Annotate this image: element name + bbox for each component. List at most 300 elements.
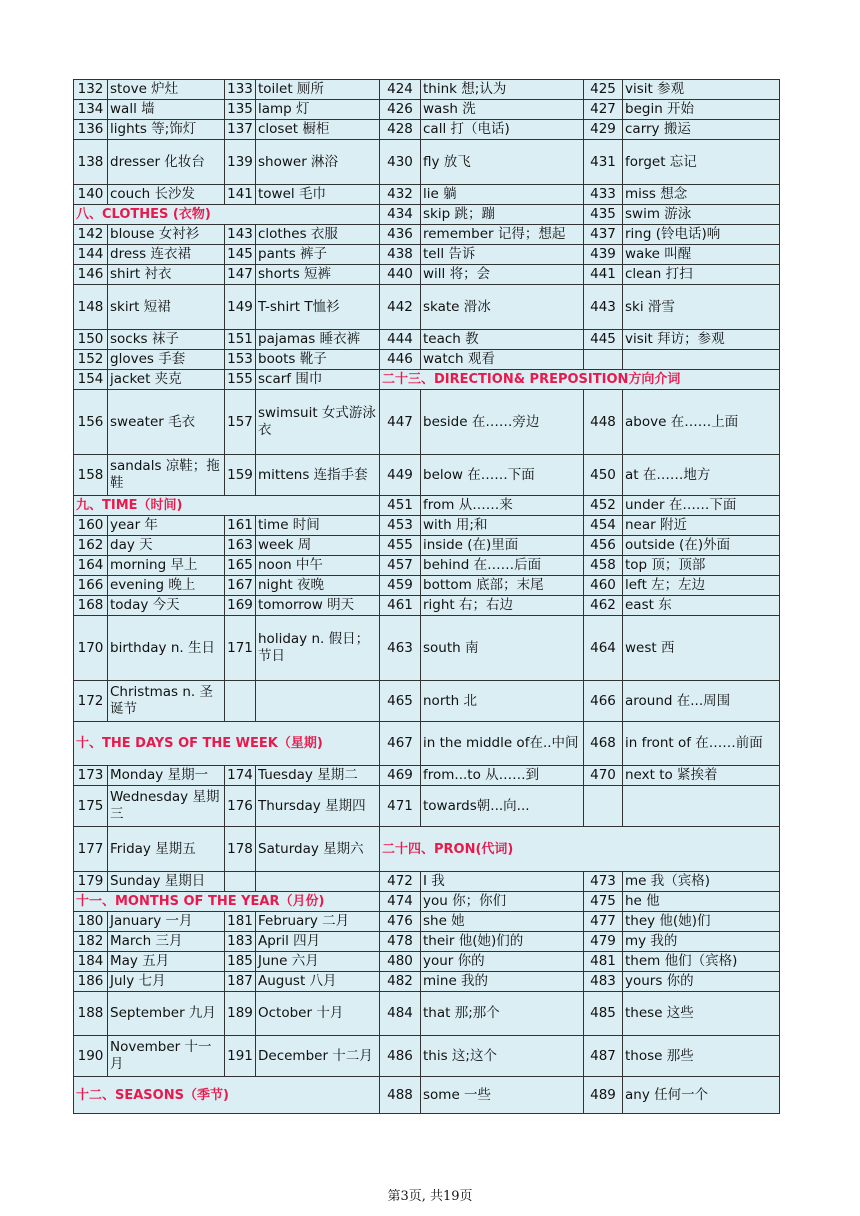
entry-number: 139 — [225, 140, 256, 185]
entry-number: 484 — [380, 992, 421, 1036]
entry-number: 152 — [74, 350, 108, 370]
entry-number: 474 — [380, 892, 421, 912]
entry-number: 186 — [74, 972, 108, 992]
table-row — [74, 496, 780, 516]
entry-number: 488 — [380, 1077, 421, 1114]
entry-word: miss 想念 — [623, 185, 780, 205]
entry-word: these 这些 — [623, 992, 780, 1036]
table-row — [74, 330, 780, 350]
entry-number: 482 — [380, 972, 421, 992]
entry-number: 463 — [380, 616, 421, 681]
entry-number: 479 — [584, 932, 623, 952]
table-row — [74, 205, 780, 225]
table-row — [74, 100, 780, 120]
entry-word: April 四月 — [256, 932, 380, 952]
table-row — [74, 681, 780, 722]
entry-word: your 你的 — [421, 952, 584, 972]
table-row — [74, 786, 780, 827]
entry-number: 469 — [380, 766, 421, 786]
entry-word: toilet 厕所 — [256, 80, 380, 100]
entry-word: Thursday 星期四 — [256, 786, 380, 827]
table-body — [74, 80, 780, 1114]
entry-number — [225, 681, 256, 722]
entry-word: day 天 — [108, 536, 225, 556]
entry-word: he 他 — [623, 892, 780, 912]
table-row — [74, 140, 780, 185]
entry-number: 135 — [225, 100, 256, 120]
entry-number: 437 — [584, 225, 623, 245]
entry-word: pants 裤子 — [256, 245, 380, 265]
entry-word: any 任何一个 — [623, 1077, 780, 1114]
entry-number: 447 — [380, 390, 421, 455]
entry-word: left 左；左边 — [623, 576, 780, 596]
entry-word: below 在……下面 — [421, 455, 584, 496]
entry-word: August 八月 — [256, 972, 380, 992]
entry-number: 137 — [225, 120, 256, 140]
entry-number: 133 — [225, 80, 256, 100]
entry-word: March 三月 — [108, 932, 225, 952]
entry-word: visit 拜访；参观 — [623, 330, 780, 350]
entry-number: 189 — [225, 992, 256, 1036]
table-row — [74, 536, 780, 556]
entry-word: skip 跳；蹦 — [421, 205, 584, 225]
entry-number: 452 — [584, 496, 623, 516]
entry-number: 468 — [584, 722, 623, 766]
entry-word: clean 打扫 — [623, 265, 780, 285]
table-row — [74, 265, 780, 285]
entry-number: 442 — [380, 285, 421, 330]
table-row — [74, 1077, 780, 1114]
entry-word: dress 连衣裙 — [108, 245, 225, 265]
entry-number: 433 — [584, 185, 623, 205]
entry-number: 160 — [74, 516, 108, 536]
entry-number: 140 — [74, 185, 108, 205]
entry-number: 443 — [584, 285, 623, 330]
entry-number: 461 — [380, 596, 421, 616]
entry-number: 142 — [74, 225, 108, 245]
entry-word: I 我 — [421, 872, 584, 892]
table-row — [74, 225, 780, 245]
entry-word: yours 你的 — [623, 972, 780, 992]
entry-number: 451 — [380, 496, 421, 516]
entry-number: 175 — [74, 786, 108, 827]
entry-number — [584, 786, 623, 827]
entry-word: that 那;那个 — [421, 992, 584, 1036]
entry-word: wall 墙 — [108, 100, 225, 120]
entry-number: 427 — [584, 100, 623, 120]
entry-word: some 一些 — [421, 1077, 584, 1114]
entry-word: skirt 短裙 — [108, 285, 225, 330]
entry-number: 453 — [380, 516, 421, 536]
entry-number: 455 — [380, 536, 421, 556]
entry-number: 424 — [380, 80, 421, 100]
entry-number: 486 — [380, 1036, 421, 1077]
entry-word: year 年 — [108, 516, 225, 536]
entry-number: 466 — [584, 681, 623, 722]
entry-word: shirt 衬衣 — [108, 265, 225, 285]
entry-word: towards朝...向... — [421, 786, 584, 827]
table-row — [74, 892, 780, 912]
entry-number: 489 — [584, 1077, 623, 1114]
entry-word: June 六月 — [256, 952, 380, 972]
table-row — [74, 185, 780, 205]
entry-word: begin 开始 — [623, 100, 780, 120]
entry-word: birthday n. 生日 — [108, 616, 225, 681]
entry-number: 483 — [584, 972, 623, 992]
entry-number: 144 — [74, 245, 108, 265]
entry-word: noon 中午 — [256, 556, 380, 576]
entry-word: week 周 — [256, 536, 380, 556]
entry-number: 173 — [74, 766, 108, 786]
entry-word: above 在……上面 — [623, 390, 780, 455]
entry-word: January 一月 — [108, 912, 225, 932]
entry-word: mittens 连指手套 — [256, 455, 380, 496]
entry-number: 432 — [380, 185, 421, 205]
entry-word: towel 毛巾 — [256, 185, 380, 205]
entry-word: me 我（宾格) — [623, 872, 780, 892]
entry-word — [623, 350, 780, 370]
entry-word: lie 躺 — [421, 185, 584, 205]
table-row — [74, 616, 780, 681]
table-row — [74, 722, 780, 766]
entry-number: 145 — [225, 245, 256, 265]
entry-word: swimsuit 女式游泳衣 — [256, 390, 380, 455]
entry-number: 459 — [380, 576, 421, 596]
entry-word: this 这;这个 — [421, 1036, 584, 1077]
entry-number: 448 — [584, 390, 623, 455]
entry-word: July 七月 — [108, 972, 225, 992]
entry-number: 188 — [74, 992, 108, 1036]
entry-number: 143 — [225, 225, 256, 245]
entry-number: 181 — [225, 912, 256, 932]
entry-number: 151 — [225, 330, 256, 350]
entry-number: 191 — [225, 1036, 256, 1077]
entry-word: clothes 衣服 — [256, 225, 380, 245]
entry-word: dresser 化妆台 — [108, 140, 225, 185]
table-row — [74, 455, 780, 496]
entry-word: swim 游泳 — [623, 205, 780, 225]
entry-word: gloves 手套 — [108, 350, 225, 370]
entry-number: 136 — [74, 120, 108, 140]
entry-number: 170 — [74, 616, 108, 681]
entry-word: Sunday 星期日 — [108, 872, 225, 892]
entry-number: 177 — [74, 827, 108, 872]
entry-number: 485 — [584, 992, 623, 1036]
entry-word: Monday 星期一 — [108, 766, 225, 786]
entry-word: beside 在……旁边 — [421, 390, 584, 455]
entry-word: lights 等;饰灯 — [108, 120, 225, 140]
entry-word: November 十一月 — [108, 1036, 225, 1077]
entry-number: 155 — [225, 370, 256, 390]
entry-word: T-shirt T恤衫 — [256, 285, 380, 330]
entry-word: couch 长沙发 — [108, 185, 225, 205]
entry-word: scarf 围巾 — [256, 370, 380, 390]
table-row — [74, 390, 780, 455]
entry-number: 456 — [584, 536, 623, 556]
entry-number: 464 — [584, 616, 623, 681]
entry-word: will 将；会 — [421, 265, 584, 285]
table-row — [74, 766, 780, 786]
entry-word: think 想;认为 — [421, 80, 584, 100]
entry-number: 445 — [584, 330, 623, 350]
entry-number: 467 — [380, 722, 421, 766]
entry-number: 166 — [74, 576, 108, 596]
table-row — [74, 80, 780, 100]
table-row — [74, 912, 780, 932]
entry-word: behind 在……后面 — [421, 556, 584, 576]
table-row — [74, 576, 780, 596]
entry-number: 179 — [74, 872, 108, 892]
entry-number: 462 — [584, 596, 623, 616]
entry-word: blouse 女衬衫 — [108, 225, 225, 245]
table-row — [74, 350, 780, 370]
entry-number: 476 — [380, 912, 421, 932]
entry-word: their 他(她)们的 — [421, 932, 584, 952]
entry-number — [225, 872, 256, 892]
entry-number: 167 — [225, 576, 256, 596]
entry-word: visit 参观 — [623, 80, 780, 100]
entry-word: tomorrow 明天 — [256, 596, 380, 616]
entry-number: 439 — [584, 245, 623, 265]
entry-number: 475 — [584, 892, 623, 912]
entry-number: 431 — [584, 140, 623, 185]
table-row — [74, 952, 780, 972]
entry-number: 472 — [380, 872, 421, 892]
entry-word — [256, 681, 380, 722]
table-row — [74, 285, 780, 330]
entry-word: ring (铃电话)响 — [623, 225, 780, 245]
entry-number: 429 — [584, 120, 623, 140]
entry-number: 478 — [380, 932, 421, 952]
entry-word: under 在……下面 — [623, 496, 780, 516]
entry-word: sweater 毛衣 — [108, 390, 225, 455]
entry-word: wake 叫醒 — [623, 245, 780, 265]
entry-word: September 九月 — [108, 992, 225, 1036]
section-heading: 八、CLOTHES (衣物) — [74, 205, 380, 225]
entry-number: 158 — [74, 455, 108, 496]
entry-number: 430 — [380, 140, 421, 185]
entry-word: wash 洗 — [421, 100, 584, 120]
section-heading: 十、THE DAYS OF THE WEEK（星期) — [74, 722, 380, 766]
section-heading: 九、TIME（时间) — [74, 496, 380, 516]
entry-number: 436 — [380, 225, 421, 245]
entry-word: them 他们（宾格) — [623, 952, 780, 972]
entry-word: west 西 — [623, 616, 780, 681]
entry-word: forget 忘记 — [623, 140, 780, 185]
entry-word: inside (在)里面 — [421, 536, 584, 556]
entry-number: 171 — [225, 616, 256, 681]
entry-number: 449 — [380, 455, 421, 496]
entry-number: 435 — [584, 205, 623, 225]
entry-word: call 打（电话) — [421, 120, 584, 140]
entry-word: time 时间 — [256, 516, 380, 536]
entry-word: night 夜晚 — [256, 576, 380, 596]
table-row — [74, 516, 780, 536]
entry-number: 470 — [584, 766, 623, 786]
entry-number: 134 — [74, 100, 108, 120]
entry-word — [256, 872, 380, 892]
entry-number: 149 — [225, 285, 256, 330]
entry-word: boots 靴子 — [256, 350, 380, 370]
entry-number: 471 — [380, 786, 421, 827]
entry-number: 426 — [380, 100, 421, 120]
section-heading: 二十四、PRON(代词) — [380, 827, 780, 872]
entry-number: 174 — [225, 766, 256, 786]
entry-word: holiday n. 假日；节日 — [256, 616, 380, 681]
entry-word: Wednesday 星期三 — [108, 786, 225, 827]
entry-number: 159 — [225, 455, 256, 496]
entry-number: 434 — [380, 205, 421, 225]
entry-number: 153 — [225, 350, 256, 370]
entry-word: closet 橱柜 — [256, 120, 380, 140]
entry-number: 457 — [380, 556, 421, 576]
entry-word: lamp 灯 — [256, 100, 380, 120]
entry-word: evening 晚上 — [108, 576, 225, 596]
entry-word: north 北 — [421, 681, 584, 722]
entry-number: 168 — [74, 596, 108, 616]
entry-word: May 五月 — [108, 952, 225, 972]
entry-word: October 十月 — [256, 992, 380, 1036]
entry-number: 180 — [74, 912, 108, 932]
entry-word: today 今天 — [108, 596, 225, 616]
entry-word: top 顶；顶部 — [623, 556, 780, 576]
entry-word: remember 记得；想起 — [421, 225, 584, 245]
entry-number: 441 — [584, 265, 623, 285]
entry-word: teach 教 — [421, 330, 584, 350]
entry-number: 480 — [380, 952, 421, 972]
entry-word: watch 观看 — [421, 350, 584, 370]
entry-word: stove 炉灶 — [108, 80, 225, 100]
entry-word: they 他(她)们 — [623, 912, 780, 932]
table-row — [74, 245, 780, 265]
entry-number: 146 — [74, 265, 108, 285]
entry-number: 425 — [584, 80, 623, 100]
entry-word: Friday 星期五 — [108, 827, 225, 872]
entry-number: 477 — [584, 912, 623, 932]
entry-word: jacket 夹克 — [108, 370, 225, 390]
entry-word: near 附近 — [623, 516, 780, 536]
entry-word: those 那些 — [623, 1036, 780, 1077]
entry-word: with 用;和 — [421, 516, 584, 536]
entry-number: 165 — [225, 556, 256, 576]
entry-number: 132 — [74, 80, 108, 100]
entry-word: carry 搬运 — [623, 120, 780, 140]
table-row — [74, 932, 780, 952]
entry-number: 465 — [380, 681, 421, 722]
entry-number: 473 — [584, 872, 623, 892]
section-heading: 十二、SEASONS（季节) — [74, 1077, 380, 1114]
entry-number: 184 — [74, 952, 108, 972]
entry-word: Tuesday 星期二 — [256, 766, 380, 786]
entry-number: 176 — [225, 786, 256, 827]
entry-number: 450 — [584, 455, 623, 496]
entry-word: in the middle of在..中间 — [421, 722, 584, 766]
table-row — [74, 370, 780, 390]
entry-word: socks 袜子 — [108, 330, 225, 350]
entry-number: 164 — [74, 556, 108, 576]
entry-word: south 南 — [421, 616, 584, 681]
entry-number: 182 — [74, 932, 108, 952]
entry-word: east 东 — [623, 596, 780, 616]
table-row — [74, 596, 780, 616]
entry-number: 185 — [225, 952, 256, 972]
entry-number: 150 — [74, 330, 108, 350]
table-row — [74, 1036, 780, 1077]
entry-number: 169 — [225, 596, 256, 616]
entry-word — [623, 786, 780, 827]
vocabulary-table — [73, 79, 780, 1114]
section-heading: 二十三、DIRECTION& PREPOSITION方向介词 — [380, 370, 780, 390]
entry-number: 187 — [225, 972, 256, 992]
entry-number: 487 — [584, 1036, 623, 1077]
entry-word: from 从……来 — [421, 496, 584, 516]
entry-number: 156 — [74, 390, 108, 455]
entry-word: mine 我的 — [421, 972, 584, 992]
entry-word: around 在...周围 — [623, 681, 780, 722]
entry-word: sandals 凉鞋；拖鞋 — [108, 455, 225, 496]
entry-word: right 右；右边 — [421, 596, 584, 616]
entry-word: tell 告诉 — [421, 245, 584, 265]
entry-word: morning 早上 — [108, 556, 225, 576]
entry-word: December 十二月 — [256, 1036, 380, 1077]
entry-number: 190 — [74, 1036, 108, 1077]
entry-number: 154 — [74, 370, 108, 390]
entry-number: 446 — [380, 350, 421, 370]
table-row — [74, 556, 780, 576]
entry-number: 178 — [225, 827, 256, 872]
entry-word: you 你；你们 — [421, 892, 584, 912]
table-row — [74, 827, 780, 872]
entry-word: fly 放飞 — [421, 140, 584, 185]
entry-number: 161 — [225, 516, 256, 536]
entry-word: skate 滑冰 — [421, 285, 584, 330]
entry-word: shorts 短裤 — [256, 265, 380, 285]
entry-word: ski 滑雪 — [623, 285, 780, 330]
entry-word: Saturday 星期六 — [256, 827, 380, 872]
entry-number: 460 — [584, 576, 623, 596]
entry-word: shower 淋浴 — [256, 140, 380, 185]
entry-number: 157 — [225, 390, 256, 455]
entry-number: 141 — [225, 185, 256, 205]
entry-word: she 她 — [421, 912, 584, 932]
entry-number: 162 — [74, 536, 108, 556]
entry-word: February 二月 — [256, 912, 380, 932]
entry-number: 440 — [380, 265, 421, 285]
entry-word: from...to 从……到 — [421, 766, 584, 786]
entry-word: Christmas n. 圣诞节 — [108, 681, 225, 722]
entry-word: next to 紧挨着 — [623, 766, 780, 786]
entry-number: 172 — [74, 681, 108, 722]
entry-number: 148 — [74, 285, 108, 330]
entry-word: outside (在)外面 — [623, 536, 780, 556]
entry-number: 481 — [584, 952, 623, 972]
entry-number: 428 — [380, 120, 421, 140]
entry-number: 147 — [225, 265, 256, 285]
table-row — [74, 992, 780, 1036]
table-row — [74, 872, 780, 892]
page-footer: 第3页, 共19页 — [387, 1189, 473, 1204]
section-heading: 十一、MONTHS OF THE YEAR（月份) — [74, 892, 380, 912]
entry-number: 444 — [380, 330, 421, 350]
entry-word: pajamas 睡衣裤 — [256, 330, 380, 350]
entry-number: 438 — [380, 245, 421, 265]
entry-word: my 我的 — [623, 932, 780, 952]
entry-number: 163 — [225, 536, 256, 556]
entry-number — [584, 350, 623, 370]
entry-number: 458 — [584, 556, 623, 576]
entry-word: in front of 在……前面 — [623, 722, 780, 766]
entry-word: at 在……地方 — [623, 455, 780, 496]
